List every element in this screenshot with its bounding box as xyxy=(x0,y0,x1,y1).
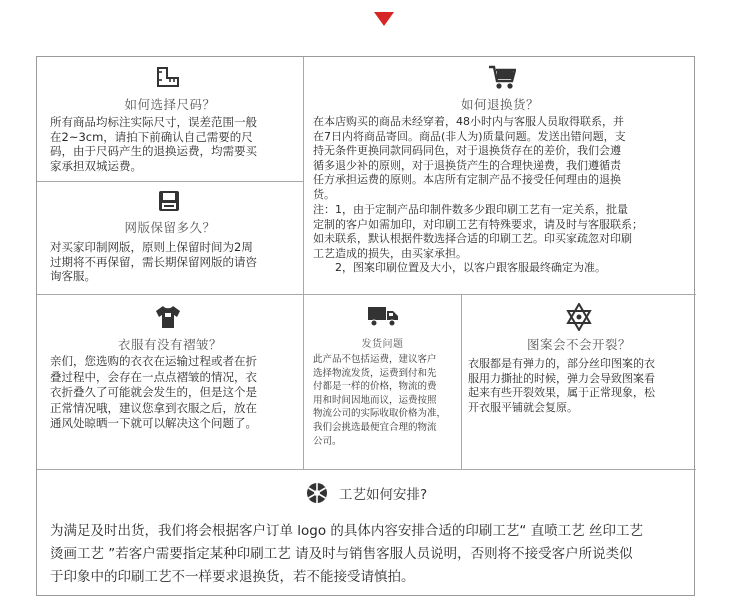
returns-text xyxy=(313,115,695,203)
text-line: 衣折叠久了可能就会发生的，但是这个是 xyxy=(50,385,257,400)
text-line: 工艺造成的损失，由买家承担。 xyxy=(313,246,467,260)
text-line: 2，图案印刷位置及大小，以客户跟客服最终确定为准。 xyxy=(313,261,606,275)
text-line: 家承担双城运费。 xyxy=(50,158,142,173)
text-line: 注：1，由于定制产品印制件数多少跟印刷工艺有一定关系，批量 xyxy=(313,203,628,216)
text-line: 过期将不再保留，需长期保留网版的请咨 xyxy=(50,254,257,269)
process-text xyxy=(50,520,696,589)
text-line: 在本店购买的商品未经穿着，48小时内与客服人员取得联系，并 xyxy=(313,115,624,128)
text-line: 起来有些开裂效果，属于正常现象，松 xyxy=(468,386,655,400)
star-of-david-icon xyxy=(565,303,593,331)
crack-text xyxy=(468,357,696,415)
aperture-icon xyxy=(306,482,328,504)
text-line: 衣服都是有弹力的，部分丝印图案的衣 xyxy=(468,357,655,370)
text-line: 此产品不包括运费，建议客户 xyxy=(313,354,437,365)
text-line: 如未联系，默认根据件数选择合适的印刷工艺。印买家疏忽对印刷 xyxy=(313,232,632,246)
shipping-title: 发货问题 xyxy=(361,339,404,350)
text-line: 用和时间因地而议，运费按照 xyxy=(313,394,437,406)
plate-title: 网版保留多久？ xyxy=(124,220,216,235)
text-line: 任方承担运费的原则。本店所有定制产品不接受任何理由的退换 xyxy=(313,173,621,187)
text-line: 物流公司的实际收取价格为准， xyxy=(313,408,447,420)
text-line: 选择物流发货，运费到付和先 xyxy=(313,367,437,379)
down-arrow-icon xyxy=(374,12,394,26)
crack-title: 图案会不会开裂？ xyxy=(526,337,631,352)
process-section xyxy=(37,470,696,597)
text-line: 对买家印制网版，原则上保留时间为2周 xyxy=(50,240,253,254)
process-title: 工艺如何安排? xyxy=(338,487,428,503)
text-line: 我们会挑选最便宜合理的物流 xyxy=(313,421,437,433)
plate-text xyxy=(50,240,300,284)
text-line: 亲们，您选购的衣衣在运输过程或者在折 xyxy=(50,354,257,368)
save-disk-icon xyxy=(158,190,180,212)
text-line: 在2~3cm，请拍下前确认自己需要的尺 xyxy=(50,129,253,144)
size-title: 如何选择尺码？ xyxy=(124,97,216,112)
crack-section xyxy=(462,295,696,469)
wrinkle-section xyxy=(37,295,303,469)
shopping-cart-icon xyxy=(488,64,516,90)
size-text xyxy=(50,115,300,173)
text-line: 在7日内将商品寄回。商品(非人为)质量问题。发送出错问题，支 xyxy=(313,129,626,143)
wrinkle-text xyxy=(50,354,302,432)
text-line: 定制的客户如需加印，对印刷工艺有特殊要求，请及时与客服联系； xyxy=(313,217,643,231)
text-line: 通风处晾晒一下就可以解决这个问题了。 xyxy=(50,416,257,431)
text-line: 询客服。 xyxy=(50,269,96,284)
text-line: 码，由于尺码产生的退换运费，均需要买 xyxy=(50,144,257,159)
delivery-truck-icon xyxy=(367,305,399,327)
ruler-icon xyxy=(156,66,180,88)
returns-section xyxy=(304,57,696,294)
text-line: 所有商品均标注实际尺寸，误差范围一般 xyxy=(50,115,257,129)
text-line: 持无条件更换同款同码同色，对于退换货存在的差价，我们会遵 xyxy=(313,144,621,158)
text-line: 于印象中的印刷工艺不一样要求退换货，若不能接受请慎拍。 xyxy=(50,569,415,585)
text-line: 开衣服平铺就会复原。 xyxy=(468,400,578,414)
shipping-section xyxy=(304,295,461,469)
text-line: 服用力撕扯的时候，弹力会导致图案看 xyxy=(468,371,655,385)
text-line: 为满足及时出货，我们将会根据客户订单 logo 的具体内容安排合适的印刷工艺“ 直喷工艺 丝印工艺 xyxy=(50,523,643,539)
wrinkle-title: 衣服有没有褶皱？ xyxy=(117,337,222,352)
text-line: 公司。 xyxy=(313,435,342,447)
returns-notes xyxy=(313,203,695,276)
info-panel xyxy=(36,56,695,596)
shipping-text xyxy=(313,353,461,448)
text-line: 货。 xyxy=(313,187,335,201)
returns-title: 如何退换货？ xyxy=(460,97,539,112)
text-line: 循多退少补的原则，对于退换货产生的合理快递费，我们遵循责 xyxy=(313,158,621,172)
text-line: 烫画工艺 ”若客户需要指定某种印刷工艺 请及时与销售客服人员说明，否则将不接受客户所说类似 xyxy=(50,546,633,562)
text-line: 付都是一样的价格，物流的费 xyxy=(313,381,437,393)
text-line: 正常情况哦，建议您拿到衣服之后，放在 xyxy=(50,400,257,415)
process-heading xyxy=(37,482,696,504)
tshirt-icon xyxy=(154,304,182,330)
size-section xyxy=(37,57,303,181)
plate-section xyxy=(37,182,303,294)
text-line: 叠过程中，会存在一点点褶皱的情况，衣 xyxy=(50,369,257,384)
